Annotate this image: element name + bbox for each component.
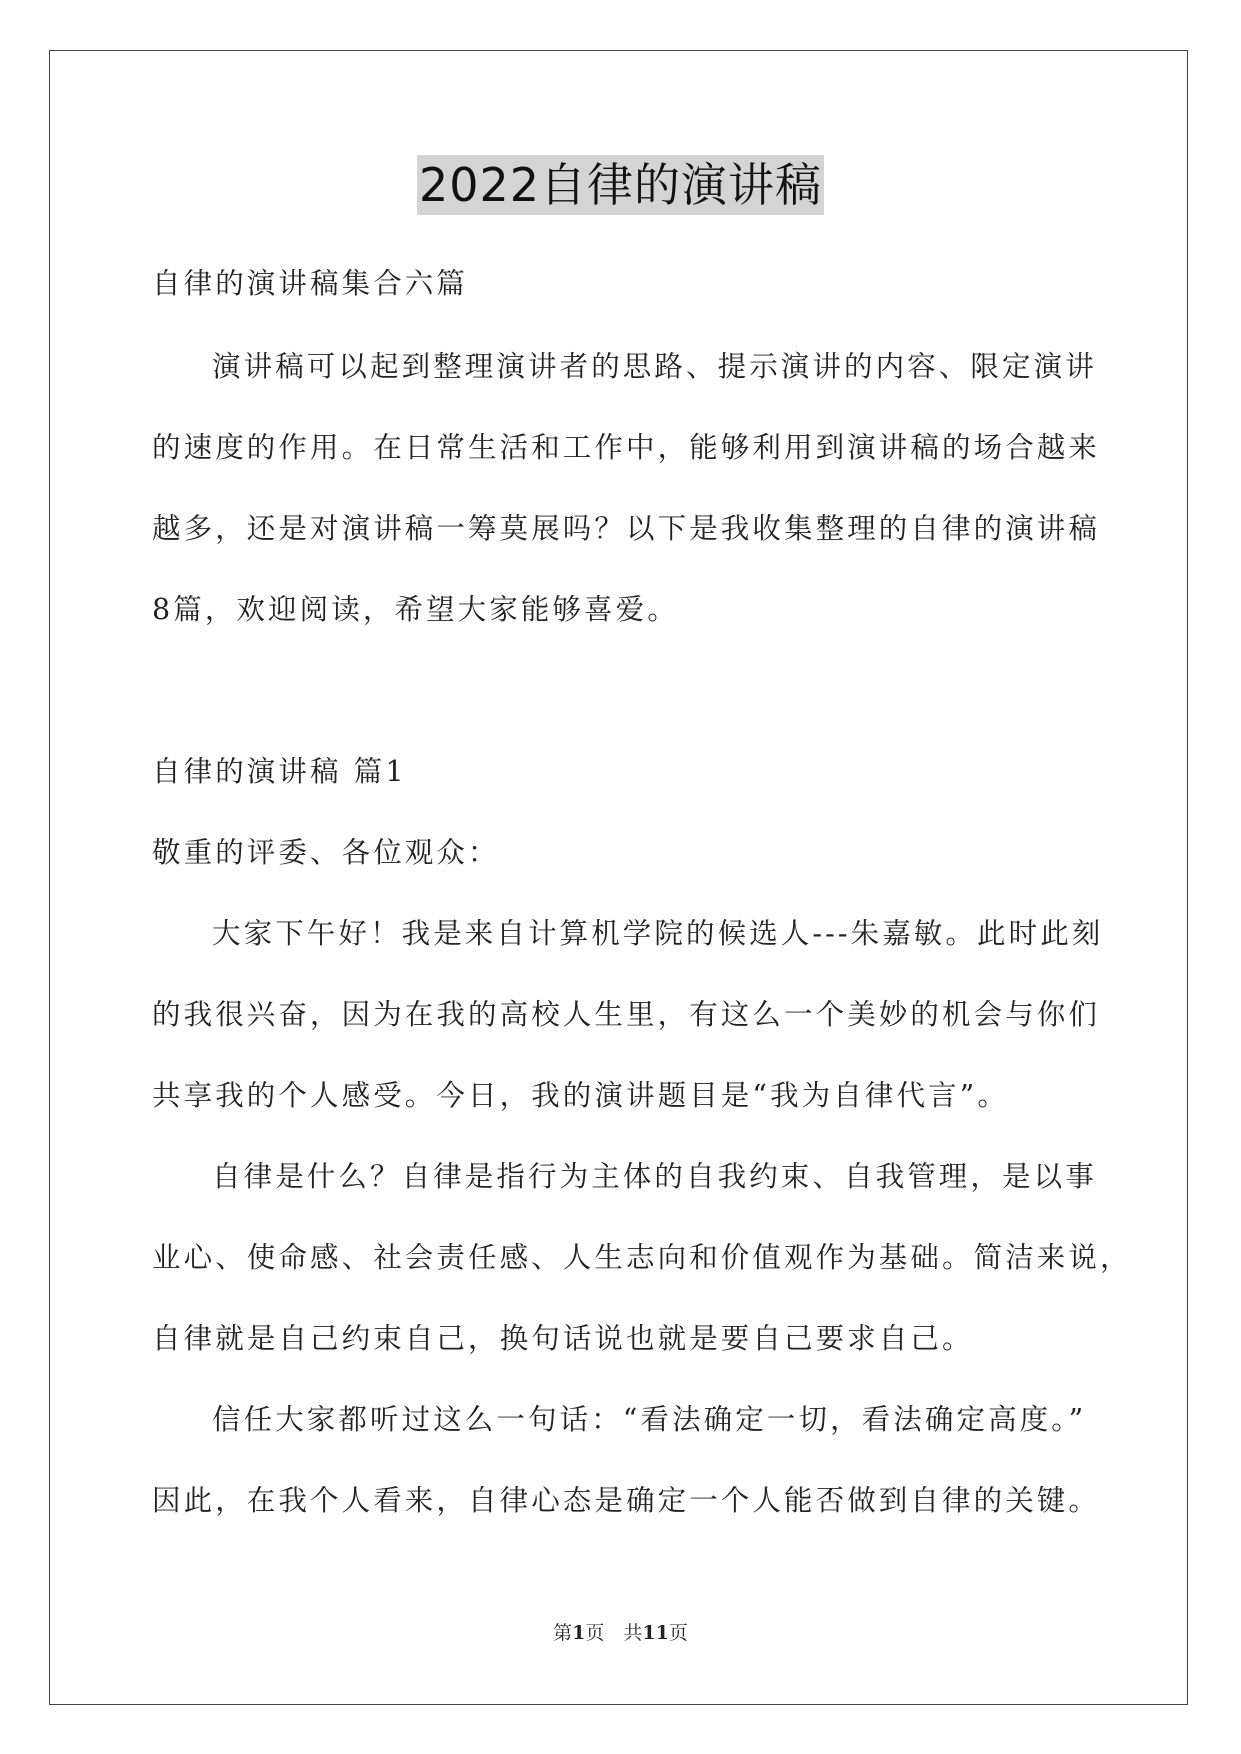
paragraph-line: 8篇，欢迎阅读，希望大家能够喜爱。	[152, 593, 679, 626]
paragraph-line: 业心、使命感、社会责任感、人生志向和价值观作为基础。简洁来说，	[152, 1241, 1132, 1274]
document-subtitle: 自律的演讲稿集合六篇	[152, 267, 469, 300]
paragraph-line: 信任大家都听过这么一句话：“看法确定一切，看法确定高度。”	[212, 1403, 1087, 1436]
footer-page-suffix: 页	[668, 1622, 688, 1644]
paragraph-line: 自律是什么？自律是指行为主体的自我约束、自我管理，是以事	[212, 1160, 1097, 1193]
paragraph-line: 因此，在我个人看来，自律心态是确定一个人能否做到自律的关键。	[152, 1484, 1101, 1517]
paragraph-line: 越多，还是对演讲稿一筹莫展吗？以下是我收集整理的自律的演讲稿	[152, 512, 1101, 545]
paragraph-line: 共享我的个人感受。今日，我的演讲题目是“我为自律代言”。	[152, 1079, 1009, 1112]
paragraph-line: 演讲稿可以起到整理演讲者的思路、提示演讲的内容、限定演讲	[212, 350, 1097, 383]
paragraph-line: 的我很兴奋，因为在我的高校人生里，有这么一个美妙的机会与你们	[152, 998, 1101, 1031]
page-footer	[0, 1620, 1241, 1646]
paragraph-line: 自律就是自己约束自己，换句话说也就是要自己要求自己。	[152, 1322, 974, 1355]
section-heading: 自律的演讲稿 篇1	[152, 755, 407, 788]
footer-page-prefix: 第	[553, 1622, 573, 1644]
paragraph-line: 的速度的作用。在日常生活和工作中，能够利用到演讲稿的场合越来	[152, 431, 1101, 464]
paragraph-line: 大家下午好！我是来自计算机学院的候选人---朱嘉敏。此时此刻	[212, 917, 1104, 950]
footer-page-total: 11	[642, 1622, 669, 1644]
footer-page-mid: 页 共	[585, 1622, 643, 1644]
document-title: 2022自律的演讲稿	[417, 155, 824, 215]
salutation: 敬重的评委、各位观众：	[152, 836, 500, 869]
title-container	[0, 155, 1241, 215]
footer-page-number: 1	[572, 1622, 586, 1644]
